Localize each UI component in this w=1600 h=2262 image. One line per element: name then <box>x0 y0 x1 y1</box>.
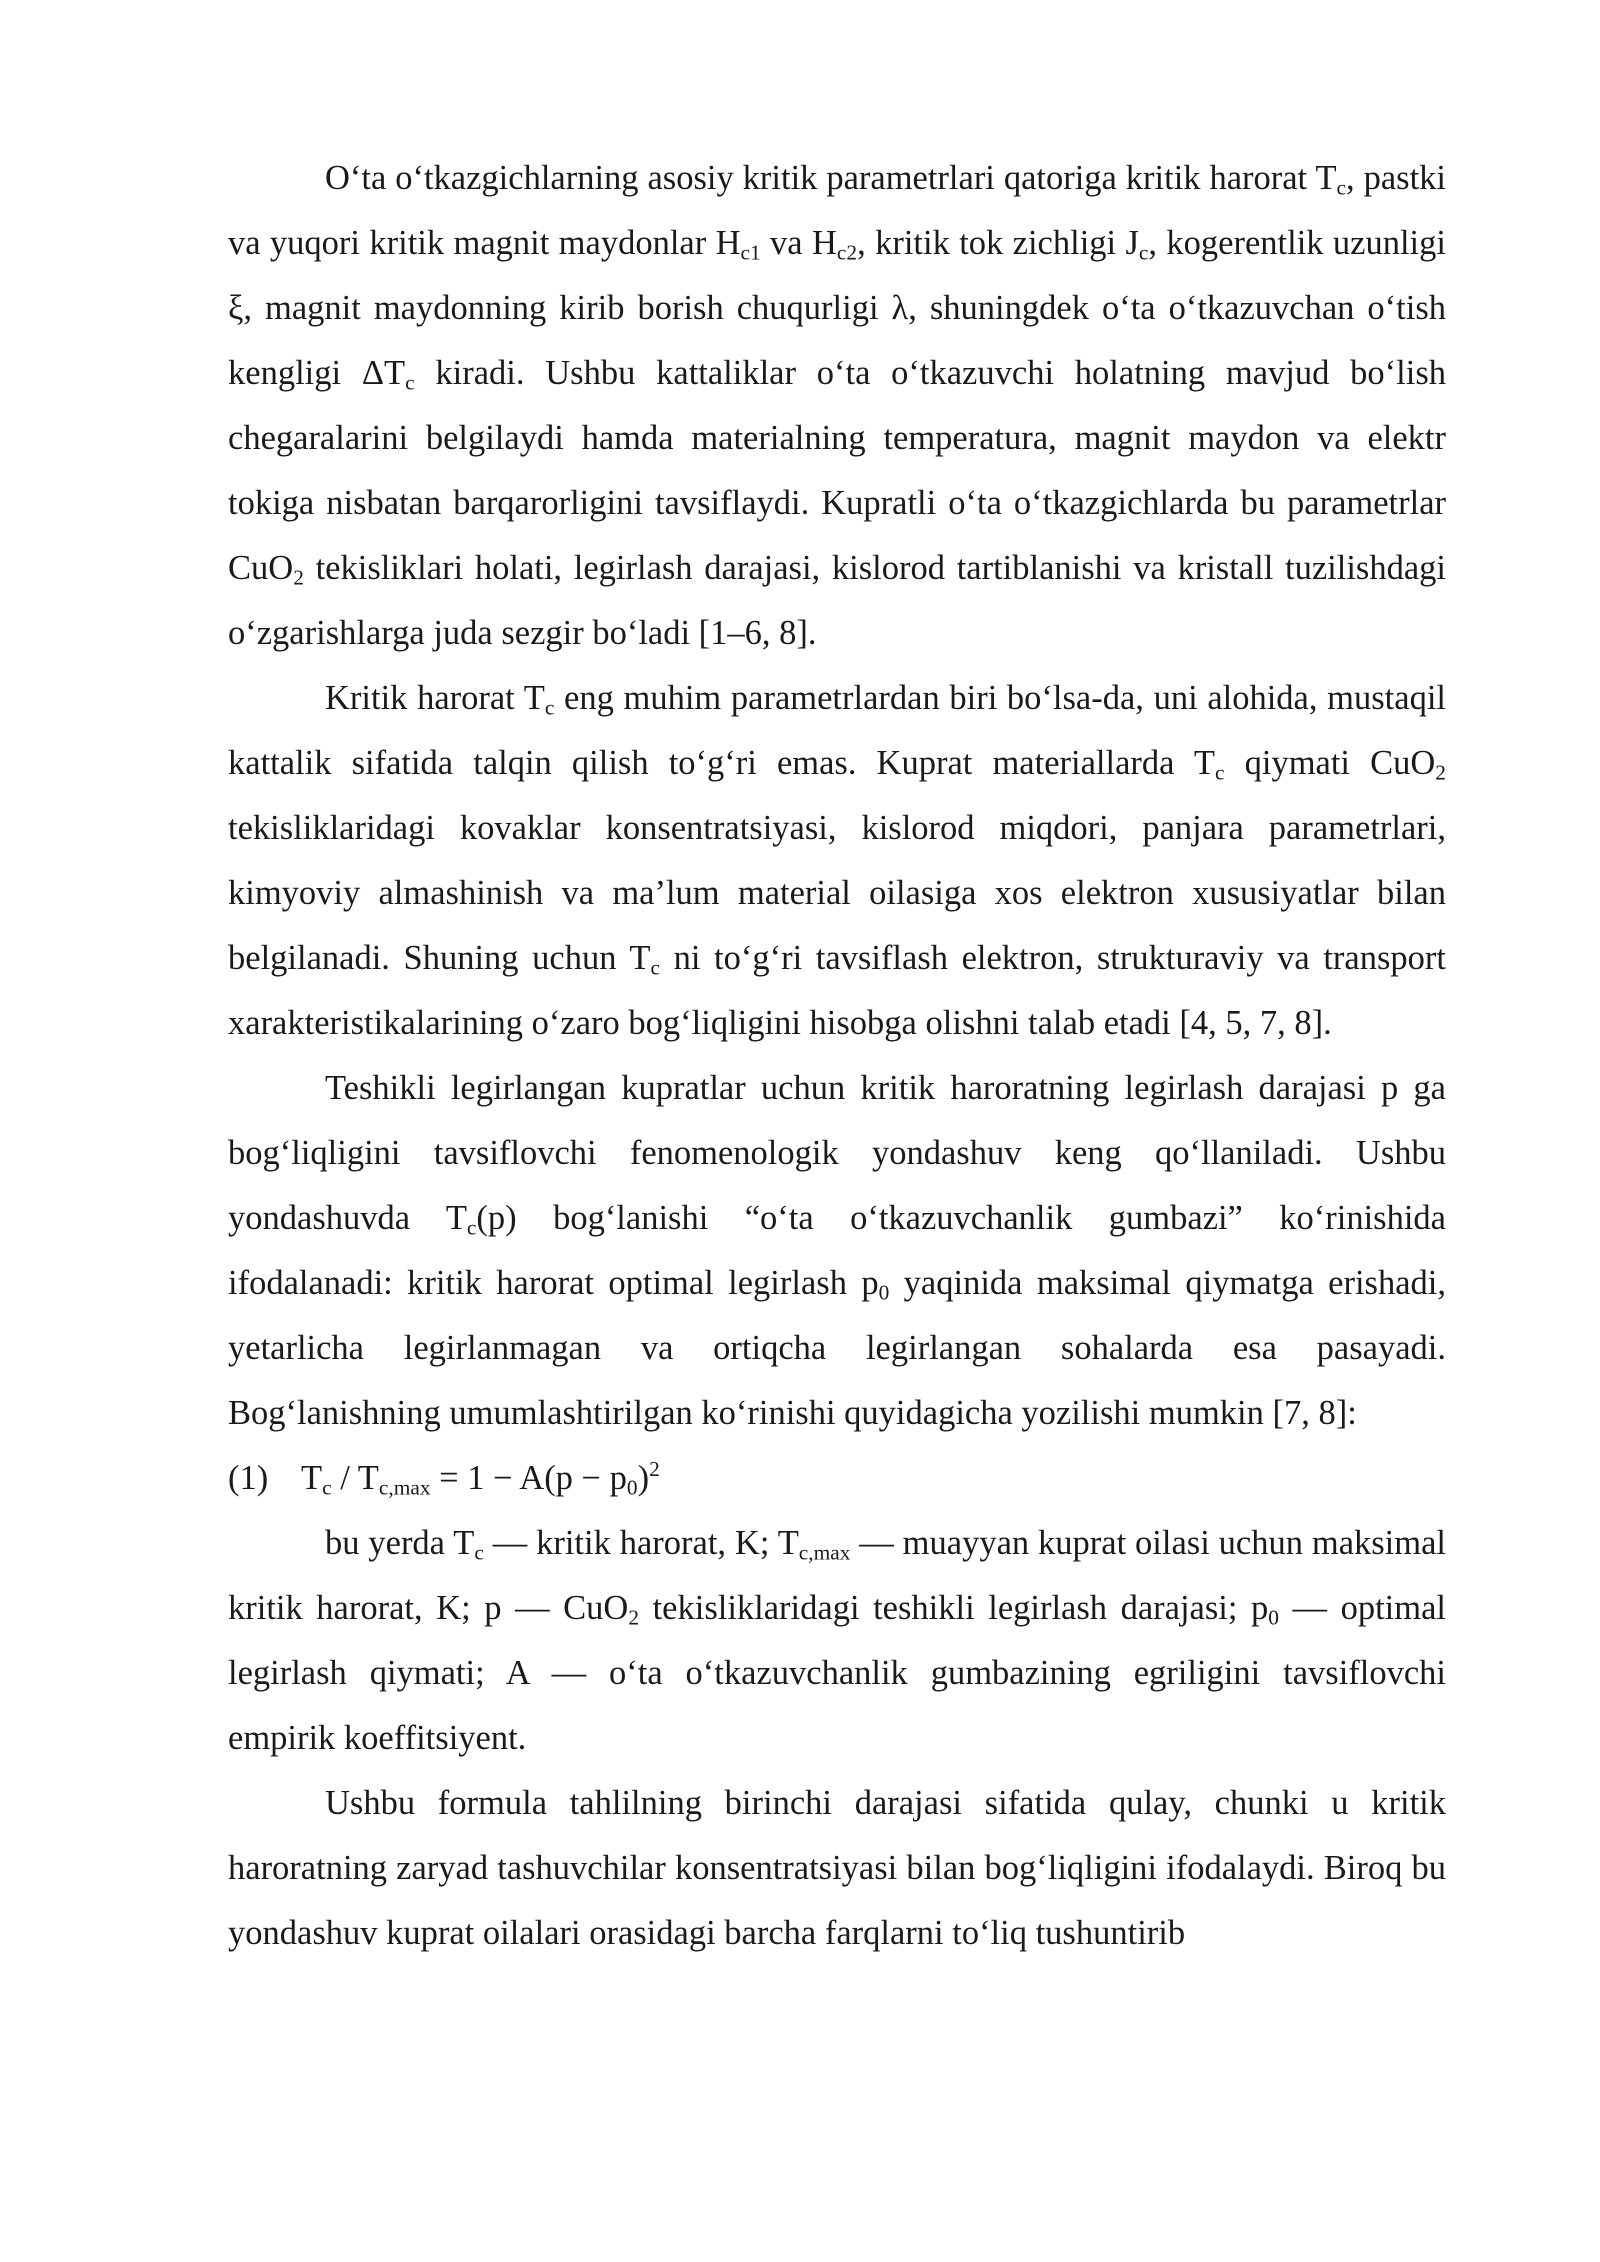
paragraph-doping-dome <box>228 1056 1446 1446</box>
text-run: , pastki va yuqori kritik magnit maydonlar H <box>228 159 1446 262</box>
subscript: c <box>1215 760 1225 785</box>
subscript: 0 <box>626 1475 638 1500</box>
text-run: Teshikli legirlangan kupratlar uchun kritik haroratning legirlash darajasi p ga bog‘liqligini tavsiflovchi fenomenologik yondashuv keng qo‘llaniladi. Ushbu yondashuvda T <box>228 1069 1446 1237</box>
text-run: ) <box>637 1459 650 1497</box>
text-run: T <box>301 1459 323 1497</box>
text-run: Ushbu formula tahlilning birinchi darajasi sifatida qulay, chunki u kritik haroratning zaryad tashuvchilar konsentratsiyasi bilan bog‘liqligini ifodalaydi. Biroq bu yondashuv kuprat oilalari orasidagi barcha farqlarni to‘liq tushuntirib <box>228 1784 1446 1952</box>
text-run: qiymati CuO <box>1224 744 1436 782</box>
subscript: 2 <box>293 565 304 590</box>
subscript: c <box>1336 175 1347 200</box>
text-run: , kogerentlik uzunligi ξ, magnit maydonning kirib borish chuqurligi λ, shuningdek o‘ta o‘tkazuvchan o‘tish kengligi ΔT <box>228 224 1446 392</box>
text-run: tekisliklari holati, legirlash darajasi, kislorod tartiblanishi va kristall tuzilishdagi o‘zgarishlarga juda sezgir bo‘ladi [1–6, 8]. <box>228 549 1446 652</box>
text-run: va H <box>760 224 837 262</box>
subscript: c <box>544 695 555 720</box>
text-run: kiradi. Ushbu kattaliklar o‘ta o‘tkazuvchi holatning mavjud bo‘lish chegaralarini belgilaydi hamda materialning temperatura, magnit maydon va elektr tokiga nisbatan barqarorligini tavsiflaydi. Kupratli o‘ta o‘tkazgichlarda bu parametrlar CuO <box>228 354 1446 587</box>
subscript: c1 <box>740 240 761 265</box>
paragraph-equation-legend <box>228 1511 1446 1771</box>
text-run: / T <box>331 1459 379 1497</box>
subscript: c <box>474 1540 484 1565</box>
text-run: Kritik harorat T <box>325 679 545 717</box>
subscript: c2 <box>836 240 858 265</box>
text-run: O‘ta o‘tkazgichlarning asosiy kritik parametrlari qatoriga kritik harorat T <box>325 159 1337 197</box>
text-run: yaqinida maksimal qiymatga erishadi, yetarlicha legirlanmagan va ortiqcha legirlangan sohalarda esa pasayadi. Bog‘lanishning umumlashtirilgan ko‘rinishi quyidagicha yozilishi mumkin [7, 8]: <box>228 1264 1447 1432</box>
text-run: , kritik tok zichligi J <box>857 224 1139 262</box>
document-page <box>228 146 1446 1966</box>
paragraph-critical-temperature <box>228 666 1446 1056</box>
subscript: 2 <box>628 1605 640 1630</box>
paragraph-formula-discussion <box>228 1771 1446 1966</box>
text-run: tekisliklaridagi kovaklar konsentratsiyasi, kislorod miqdori, panjara parametrlari, kimyoviy almashinish va ma’lum material oilasiga xos elektron xususiyatlar bilan belgilanadi. Shuning uchun T <box>228 809 1446 977</box>
subscript: c <box>405 370 415 395</box>
subscript: c,max <box>378 1475 431 1500</box>
text-run: (p) bog‘lanishi “o‘ta o‘tkazuvchanlik gumbazi” ko‘rinishida ifodalanadi: kritik harorat optimal legirlash p <box>228 1199 1446 1302</box>
text-run: — muayyan kuprat oilasi uchun maksimal kritik harorat, K; p — CuO <box>228 1524 1446 1627</box>
subscript: c <box>1138 240 1149 265</box>
equation-1 <box>228 1446 1446 1511</box>
subscript: 0 <box>1268 1605 1279 1630</box>
equation-number: (1) <box>228 1459 269 1497</box>
subscript: 0 <box>878 1280 890 1305</box>
subscript: c,max <box>798 1540 851 1565</box>
text-run: eng muhim parametrlardan biri bo‘lsa-da, uni alohida, mustaqil kattalik sifatida talqin qilish to‘g‘ri emas. Kuprat materiallarda T <box>228 679 1446 782</box>
subscript: c <box>322 1475 332 1500</box>
text-run: bu yerda T <box>325 1524 475 1562</box>
subscript: c <box>466 1215 477 1240</box>
text-run: ni to‘g‘ri tavsiflash elektron, strukturaviy va transport xarakteristikalarining o‘zaro bog‘liqligini hisobga olishni talab etadi [4, 5, 7, 8]. <box>228 939 1446 1042</box>
subscript: 2 <box>1435 760 1446 785</box>
superscript: 2 <box>649 1457 660 1482</box>
text-run: — optimal legirlash qiymati; A — o‘ta o‘tkazuvchanlik gumbazining egriligini tavsiflovchi empirik koeffitsiyent. <box>228 1589 1447 1757</box>
text-run: = 1 − A(p − p <box>430 1459 627 1497</box>
subscript: c <box>650 955 660 980</box>
text-run: tekisliklaridagi teshikli legirlash darajasi; p <box>639 1589 1269 1627</box>
text-run: — kritik harorat, K; T <box>483 1524 799 1562</box>
paragraph-critical-parameters <box>228 146 1446 666</box>
